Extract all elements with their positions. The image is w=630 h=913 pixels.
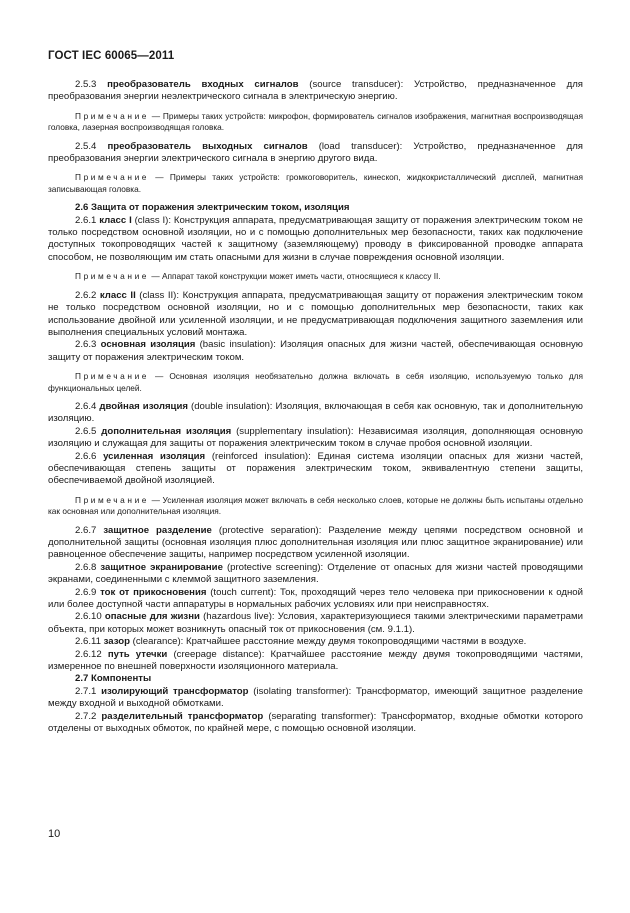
term: усиленная изоляция (103, 450, 206, 462)
note (48, 495, 583, 518)
clause-2-7-2 (48, 711, 583, 736)
clause-2-6-10 (48, 611, 583, 636)
clause-number: 2.6.12 (75, 648, 102, 660)
clause-2-6-12 (48, 649, 583, 674)
clause-number: 2.6.10 (75, 611, 102, 623)
clause-2-6-4 (48, 401, 583, 426)
note (48, 271, 583, 282)
clause-2-6-2 (48, 290, 583, 340)
clause-number: 2.6.4 (75, 400, 97, 412)
clause-number: 2.6.9 (75, 586, 97, 598)
term: дополнительная изоляция (101, 425, 232, 437)
clause-number: 2.7.1 (75, 685, 97, 697)
clause-number: 2.5.3 (75, 79, 97, 90)
term: защитное экранирование (100, 561, 223, 573)
clause-number: 2.7.2 (75, 710, 97, 722)
clause-number: 2.6.11 (75, 636, 101, 648)
clause-2-6-11 (48, 636, 583, 648)
definition: (supplementary insulation): Независимая изоляция, дополняющая основную изоляцию и служащая для защиты от поражения электрическим током в случае пробоя основной изоляции. (48, 425, 583, 450)
document-header: ГОСТ IEC 60065—2011 (48, 50, 175, 62)
note-label: Примечание (75, 172, 150, 183)
clause-2-6-8 (48, 562, 583, 587)
clause-2-5-4 (48, 141, 583, 166)
definition: (separating transformer): Трансформатор, входные обмотки которого отделены от выходных обмоток, по крайней мере, с помощью основной изоляции. (48, 710, 583, 735)
definition: (hazardous live): Условия, характеризующиеся такими электрическими параметрами объекта, при которых может возникнуть опасный ток от прикосновения (см. 9.1.1). (48, 611, 583, 635)
term: ток от прикосновения (100, 586, 207, 598)
note (48, 371, 583, 394)
clause-2-6-6 (48, 451, 583, 488)
term: защитное разделение (103, 524, 212, 536)
definition: (reinforced insulation): Единая система изоляции опасных для жизни частей, обеспечивающая степень защиты от поражения электрическим током, эквивалентную степени защиты, обеспечиваемой двойной изоляцией. (48, 450, 583, 487)
clause-2-6-5 (48, 426, 583, 451)
section-heading: 2.7 Компоненты (75, 673, 152, 685)
note-label: Примечание (75, 371, 150, 382)
clause-2-6-3 (48, 339, 583, 364)
note-label: Примечание (75, 494, 150, 505)
note-text: — Основная изоляция необязательно должна включать в себя изоляцию, используемую только для функциональных целей. (48, 371, 583, 393)
term: основная изоляция (100, 339, 196, 351)
note (48, 172, 583, 195)
section-heading: 2.6 Защита от поражения электрическим током, изоляция (75, 202, 350, 214)
definition: (isolating transformer): Трансформатор, имеющий защитное разделение между входной и выходной обмотками. (48, 685, 583, 710)
clause-number: 2.6.1 (75, 214, 97, 226)
term: разделительный трансформатор (101, 710, 264, 722)
term: двойная изоляция (99, 400, 188, 412)
term: изолирующий трансформатор (101, 685, 249, 697)
definition: (class II): Конструкция аппарата, предусматривающая защиту от поражения электрическим током не только посредством основной изоляции, но и с помощью дополнительных мер безопасности, таких как использование двойной или усиленной изоляции, и не предусматривающая подключения защитного заземления или выполнения специальных условий монтажа. (48, 289, 583, 338)
term: путь утечки (107, 648, 168, 660)
clause-2-7-1 (48, 686, 583, 711)
note-text: — Примеры таких устройств: микрофон, формирователь сигналов изображения, магнитная воспроизводящая головка, лазерная воспроизводящая головка. (48, 110, 583, 133)
clause-number: 2.5.4 (75, 140, 97, 152)
definition: (clearance): Кратчайшее расстояние между двумя токопроводящими частями в воздухе. (130, 636, 527, 648)
clause-number: 2.6.7 (75, 524, 97, 536)
term: зазор (103, 636, 130, 648)
note (48, 111, 583, 134)
term: преобразователь входных сигналов (107, 79, 299, 90)
document-body (48, 79, 583, 736)
clause-number: 2.6.6 (75, 450, 97, 462)
clause-number: 2.6.3 (75, 339, 97, 351)
clause-number: 2.6.2 (75, 289, 97, 301)
term: класс I (99, 214, 132, 226)
definition: (protective separation): Разделение между цепями посредством основной и дополнительной защиты (основная изоляция плюс дополнительная изоляция или плюс защитное экранирование) или равноценное обеспечение защиты, например посредством усиленной изоляции. (48, 524, 583, 561)
clause-2-5-3 (48, 79, 583, 104)
note-label: Примечание (75, 271, 150, 282)
note-text: — Аппарат такой конструкции может иметь части, относящиеся к классу II. (149, 271, 441, 282)
clause-number: 2.6.5 (75, 425, 97, 437)
term: класс II (99, 289, 136, 301)
note-label: Примечание (75, 110, 150, 121)
clause-2-6-1 (48, 215, 583, 265)
clause-2-6-9 (48, 587, 583, 612)
definition: (creepage distance): Кратчайшее расстояние между двумя токопроводящими частями, измеренное по внешней поверхности изоляционного материала. (48, 648, 583, 673)
definition: (basic insulation): Изоляция опасных для жизни частей, обеспечивающая основную защиту от поражения электрическим током. (48, 339, 583, 363)
note-text: — Примеры таких устройств: громкоговоритель, кинескоп, жидкокристаллический дисплей, магнитная записывающая головка. (48, 172, 583, 194)
definition: (touch current): Ток, проходящий через тело человека при прикосновении к одной или более доступной части аппаратуры в нормальных рабочих условиях или при неисправностях. (48, 586, 583, 611)
definition: (class I): Конструкция аппарата, предусматривающая защиту от поражения электрическим током не только посредством основной изоляции, но и с помощью дополнительных мер безопасности, таких как подключение доступных токопроводящих частей к защитному (заземляющему) проводу в фиксированной проводке аппарата способом, не позволяющим им стать опасными для жизни в случае повреждения основной изоляции. (48, 214, 583, 263)
definition: (protective screening): Отделение от опасных для жизни частей проводящими экранами, соединенными с клеммой защитного заземления. (48, 561, 583, 586)
definition: (source transducer): Устройство, предназначенное для преобразования энергии неэлектрического сигнала в электрическую энергию. (48, 79, 584, 103)
note-text: — Усиленная изоляция может включать в себя несколько слоев, которые не должны быть испытаны отдельно как основная или дополнительная изоляция. (48, 494, 583, 517)
clause-number: 2.6.8 (75, 561, 97, 573)
definition: (double insulation): Изоляция, включающая в себя как основную, так и дополнительную изоляцию. (48, 400, 583, 425)
clause-2-6-7 (48, 525, 583, 562)
term: опасные для жизни (104, 611, 200, 623)
page-number: 10 (48, 828, 61, 840)
definition: (load transducer): Устройство, предназначенное для преобразования энергии электрического сигнала в энергию другого вида. (48, 140, 584, 165)
term: преобразователь выходных сигналов (107, 140, 308, 152)
